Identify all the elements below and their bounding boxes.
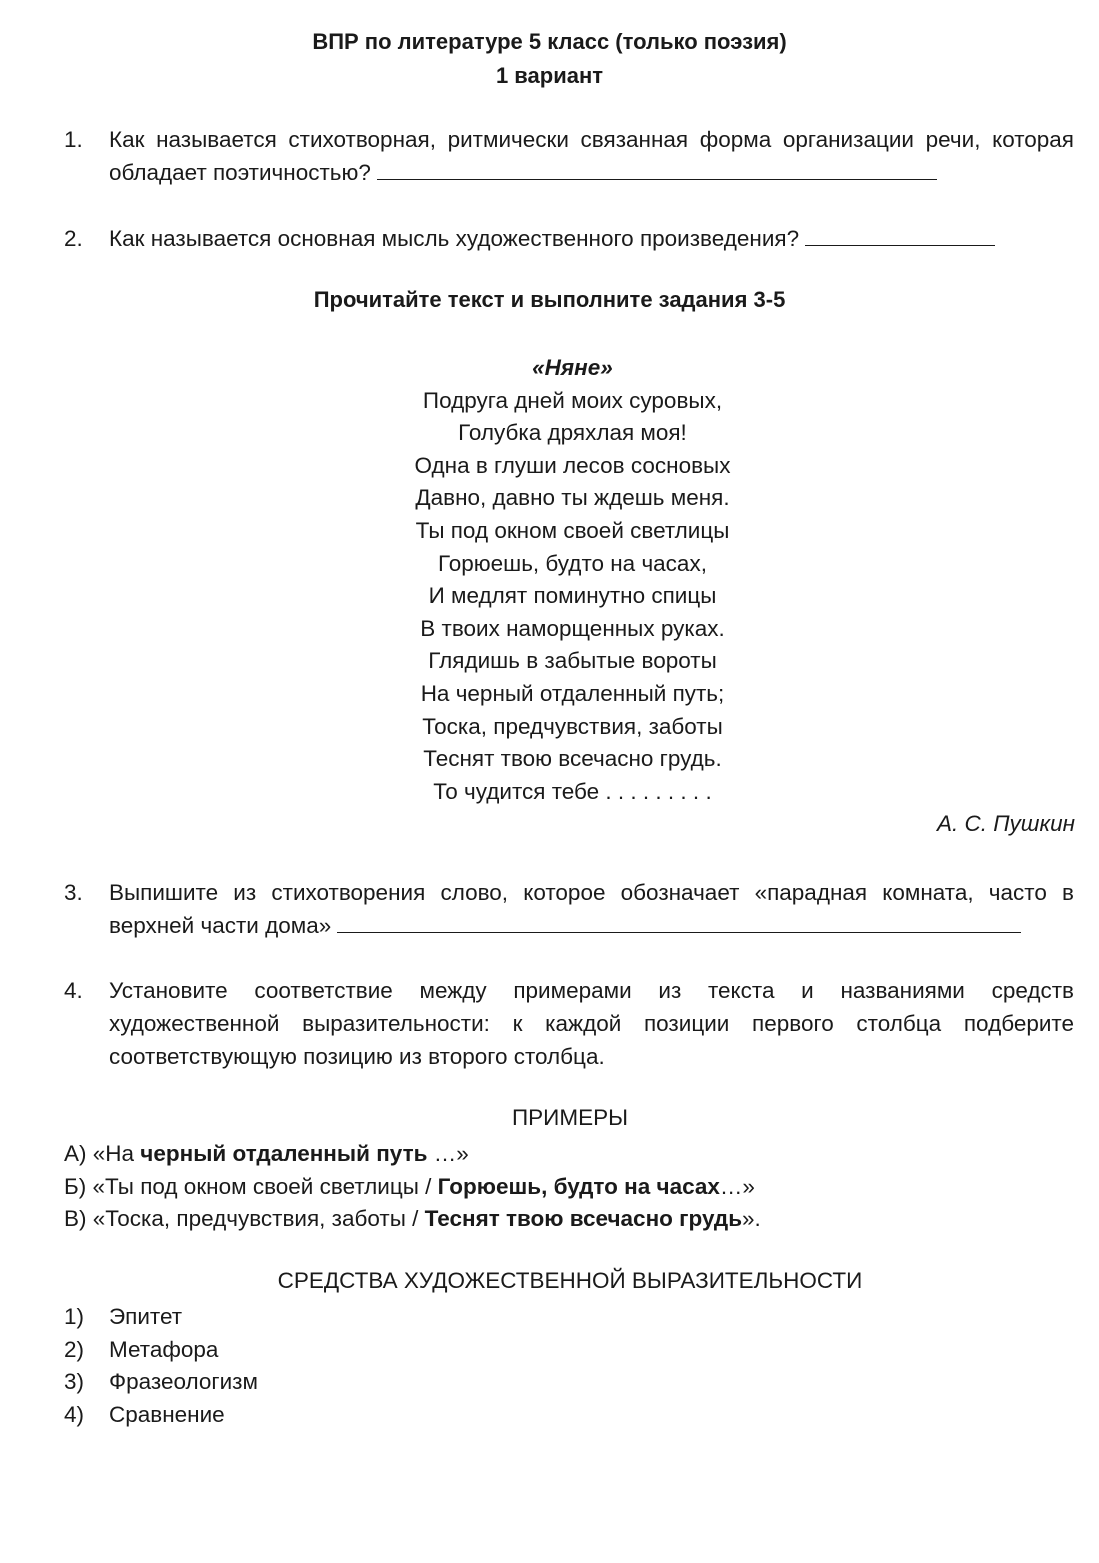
means-item: 1) Эпитет <box>64 1301 1064 1334</box>
section-title: Прочитайте текст и выполните задания 3-5 <box>313 287 786 312</box>
worksheet-title: ВПР по литературе 5 класс (только поэзия) <box>312 29 787 54</box>
example-highlight: Теснят твою всечасно грудь <box>424 1206 743 1232</box>
answer-blank[interactable] <box>337 910 1021 933</box>
poem-line: И медлят поминутно спицы <box>428 583 717 609</box>
answer-blank[interactable] <box>805 223 995 246</box>
poem-line: Горюешь, будто на часах, <box>438 550 707 576</box>
poem-line: Голубка дряхлая моя! <box>458 420 687 446</box>
example-item: В) «Тоска, предчувствия, заботы / Теснят твою всечасно грудь». <box>64 1203 1064 1236</box>
example-label: В) <box>64 1206 87 1232</box>
question-number: 3. <box>64 880 83 905</box>
means-label: 4) <box>64 1401 85 1427</box>
poem-line: Подруга дней моих суровых, <box>422 387 723 413</box>
example-highlight: Горюешь, будто на часах <box>437 1173 720 1199</box>
question-number: 4. <box>64 978 83 1003</box>
means-label: 3) <box>64 1369 85 1395</box>
poem-line: Одна в глуши лесов сосновых <box>414 452 731 478</box>
means-label: 2) <box>64 1336 85 1362</box>
examples-heading: ПРИМЕРЫ <box>511 1105 629 1130</box>
means-list <box>64 1301 1064 1431</box>
poem-line: Теснят твою всечасно грудь. <box>423 746 722 772</box>
question-text: Установите соответствие между примерами из текста и названиями средств художественной выразительности: к каждой позиции первого столбца подберите соответствующую позицию из второго столбца. <box>109 978 1074 1069</box>
means-item: 3) Фразеологизм <box>64 1366 1064 1399</box>
poem-author: А. С. Пушкин <box>936 811 1075 836</box>
question-text: Как называется стихотворная, ритмически связанная форма организации речи, которая обладает поэтичностью? <box>109 127 1074 185</box>
example-label: А) <box>64 1141 87 1166</box>
means-label: 1) <box>64 1304 85 1329</box>
poem-line: То чудится тебе . . . . . . . . . <box>433 778 712 804</box>
worksheet-header <box>0 25 1099 93</box>
poem <box>0 352 1099 808</box>
poem-line: На черный отдаленный путь; <box>420 680 725 706</box>
question-1 <box>64 123 1074 189</box>
question-3 <box>64 876 1074 942</box>
question-4 <box>64 974 1074 1073</box>
example-label: Б) <box>64 1173 87 1199</box>
means-item: 2) Метафора <box>64 1334 1064 1367</box>
question-number: 1. <box>64 127 83 152</box>
poem-line: Тоска, предчувствия, заботы <box>422 713 723 739</box>
question-2 <box>64 222 1074 255</box>
example-item: Б) «Ты под окном своей светлицы / Горюешь, будто на часах…» <box>64 1171 1064 1204</box>
example-item: А) «На черный отдаленный путь …» <box>64 1138 1064 1171</box>
question-text: Как называется основная мысль художественного произведения? <box>109 222 1074 255</box>
question-number: 2. <box>64 226 83 251</box>
variant-label: 1 вариант <box>495 63 604 88</box>
poem-line: Ты под окном своей светлицы <box>415 517 730 543</box>
answer-blank[interactable] <box>377 157 937 180</box>
poem-title: «Няне» <box>532 355 613 380</box>
means-item: 4) Сравнение <box>64 1399 1064 1432</box>
question-text: Выпишите из стихотворения слово, которое обозначает «парадная комната, часто в верхней части дома» <box>109 880 1074 938</box>
poem-line: Давно, давно ты ждешь меня. <box>415 485 730 511</box>
examples-list <box>64 1138 1064 1236</box>
example-highlight: черный отдаленный путь <box>140 1141 428 1166</box>
means-heading: СРЕДСТВА ХУДОЖЕСТВЕННОЙ ВЫРАЗИТЕЛЬНОСТИ <box>277 1268 863 1293</box>
poem-line: Глядишь в забытые вороты <box>428 648 717 674</box>
poem-line: В твоих наморщенных руках. <box>420 615 725 641</box>
